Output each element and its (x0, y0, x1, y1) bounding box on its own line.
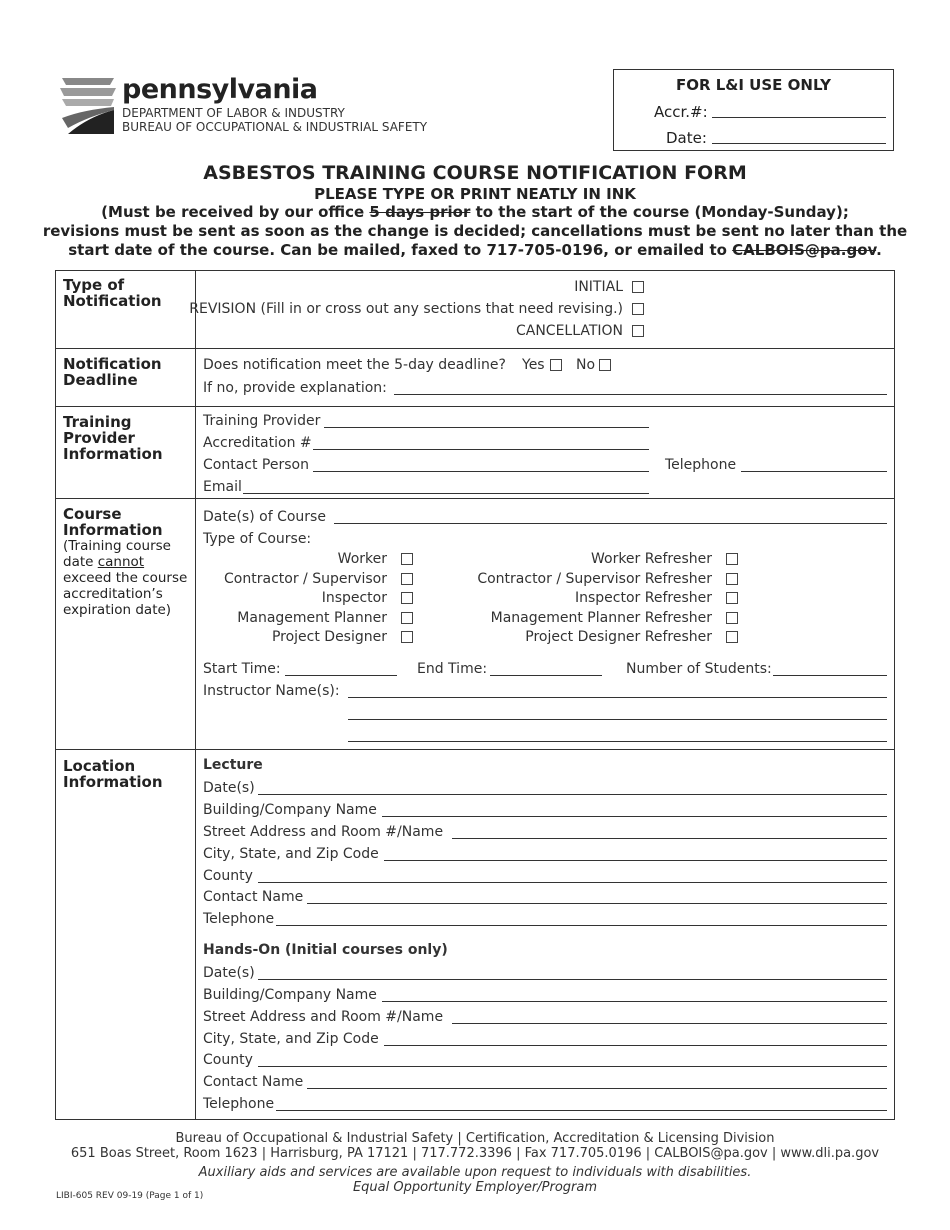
course-type-project-designer-refresher: Project Designer Refresher (525, 629, 712, 645)
hands-on-county-label: County (203, 1052, 253, 1068)
explanation-label: If no, provide explanation: (203, 380, 387, 396)
section-divider (55, 749, 895, 750)
keystone-logo-icon (58, 76, 118, 136)
lecture-city-label: City, State, and Zip Code (203, 846, 379, 862)
instructors-label: Instructor Name(s): (203, 683, 340, 699)
course-type-label: Type of Course: (203, 531, 312, 547)
students-label: Number of Students: (626, 661, 772, 677)
deadline-question: Does notification meet the 5-day deadline? (203, 357, 506, 373)
logo-wordmark: pennsylvania (122, 74, 318, 105)
yes-checkbox[interactable] (550, 359, 562, 371)
course-type-contractor-supervisor: Contractor / Supervisor (224, 571, 387, 587)
lecture-dates-field[interactable] (258, 794, 887, 795)
hands-on-county-field[interactable] (258, 1066, 887, 1067)
course-type-management-planner: Management Planner (237, 610, 387, 626)
lecture-telephone-label: Telephone (203, 911, 275, 927)
course-type-inspector: Inspector (321, 590, 387, 606)
start-time-label: Start Time: (203, 661, 281, 677)
email-label: Email (203, 479, 242, 495)
course-type-worker-refresher: Worker Refresher (590, 551, 712, 567)
email-field[interactable] (243, 493, 649, 494)
course-dates-field[interactable] (334, 523, 887, 524)
hands-on-telephone-label: Telephone (203, 1096, 275, 1112)
location-info-label: Location Information (63, 757, 163, 791)
hands-on-dates-field[interactable] (258, 979, 887, 980)
initial-checkbox[interactable] (632, 281, 644, 293)
footer-address: 651 Boas Street, Room 1623 | Harrisburg, PA 17121 | 717.772.3396 | Fax 717.705.0196 | CALBOIS@pa.gov | www.dli.pa.gov (70, 1146, 880, 1161)
course-type-project-designer: Project Designer (271, 629, 387, 645)
lecture-county-label: County (203, 868, 253, 884)
students-field[interactable] (773, 675, 887, 676)
cancellation-label: CANCELLATION (515, 323, 623, 339)
hands-on-contact-label: Contact Name (203, 1074, 304, 1090)
notification-deadline-label: Notification Deadline (63, 355, 162, 389)
worker-refresher-checkbox[interactable] (726, 553, 738, 565)
column-divider (195, 270, 196, 1120)
training-provider-label: Training Provider (203, 413, 321, 429)
provider-info-label: Training Provider Information (63, 413, 163, 463)
section-divider (55, 406, 895, 407)
form-box (55, 270, 895, 1120)
inspector-refresher-checkbox[interactable] (726, 592, 738, 604)
hands-on-contact-field[interactable] (307, 1088, 887, 1089)
revision-checkbox[interactable] (632, 303, 644, 315)
end-time-field[interactable] (490, 675, 602, 676)
course-info-label: Course Information (63, 505, 163, 539)
lecture-building-label: Building/Company Name (203, 802, 377, 818)
accreditation-field[interactable] (313, 449, 649, 450)
project-designer-checkbox[interactable] (401, 631, 413, 643)
hands-on-telephone-field[interactable] (276, 1110, 887, 1111)
lecture-county-field[interactable] (258, 882, 887, 883)
instructor-field[interactable] (348, 741, 887, 742)
section-divider (55, 348, 895, 349)
accr-label: Accr.#: (654, 103, 708, 121)
initial-label: INITIAL (574, 279, 623, 295)
cancellation-checkbox[interactable] (632, 325, 644, 337)
lecture-street-label: Street Address and Room #/Name (203, 824, 444, 840)
no-checkbox[interactable] (599, 359, 611, 371)
lecture-contact-label: Contact Name (203, 889, 304, 905)
hands-on-heading: Hands-On (Initial courses only) (203, 942, 448, 958)
footer-accessibility: Auxiliary aids and services are available upon request to individuals with disabilities. (198, 1165, 752, 1180)
course-type-management-planner-refresher: Management Planner Refresher (490, 610, 712, 626)
instructor-field[interactable] (348, 697, 887, 698)
section-divider (55, 498, 895, 499)
office-use-box (613, 69, 894, 151)
worker-checkbox[interactable] (401, 553, 413, 565)
lecture-city-field[interactable] (384, 860, 887, 861)
management-planner-refresher-checkbox[interactable] (726, 612, 738, 624)
office-date-label: Date: (666, 129, 707, 147)
form-subtitle: PLEASE TYPE OR PRINT NEATLY IN INK (314, 185, 636, 203)
lecture-street-field[interactable] (452, 838, 887, 839)
revision-label: REVISION (Fill in or cross out any sections that need revising.) (189, 301, 623, 317)
yes-label: Yes (522, 357, 545, 373)
course-type-inspector-refresher: Inspector Refresher (575, 590, 712, 606)
contractor-supervisor-refresher-checkbox[interactable] (726, 573, 738, 585)
course-type-worker: Worker (337, 551, 387, 567)
project-designer-refresher-checkbox[interactable] (726, 631, 738, 643)
hands-on-city-field[interactable] (384, 1045, 887, 1046)
footer-division: Bureau of Occupational & Industrial Safety | Certification, Accreditation & Licensing Division (175, 1131, 775, 1146)
lecture-heading: Lecture (203, 757, 263, 773)
pa-logo (58, 76, 438, 138)
form-title: ASBESTOS TRAINING COURSE NOTIFICATION FORM (203, 162, 747, 184)
course-info-note: (Training course date cannot exceed the course accreditation’s expiration date) (63, 538, 188, 618)
form-number: LIBI-605 REV 09-19 (Page 1 of 1) (56, 1191, 204, 1201)
lecture-dates-label: Date(s) (203, 780, 255, 796)
logo-department: DEPARTMENT OF LABOR & INDUSTRY BUREAU OF OCCUPATIONAL & INDUSTRIAL SAFETY (122, 106, 428, 134)
end-time-label: End Time: (417, 661, 488, 677)
lecture-telephone-field[interactable] (276, 925, 887, 926)
footer-eeo: Equal Opportunity Employer/Program (352, 1180, 598, 1195)
hands-on-city-label: City, State, and Zip Code (203, 1031, 379, 1047)
provider-telephone-label: Telephone (665, 457, 737, 473)
type-of-notification-label: Type of Notification (63, 276, 162, 310)
hands-on-dates-label: Date(s) (203, 965, 255, 981)
explanation-field[interactable] (394, 394, 887, 395)
lecture-contact-field[interactable] (307, 903, 887, 904)
start-time-field[interactable] (285, 675, 397, 676)
hands-on-street-label: Street Address and Room #/Name (203, 1009, 444, 1025)
form-instructions: (Must be received by our office 5 days prior to the start of the course (Monday-Sunday); revisions must be sent as soon as the change is decided; cancellations must be sent no later than the start date of the course. Can be mailed, faxed to 717-705-0196, or emailed to CALBOIS@pa.gov. (42, 203, 908, 259)
instructor-field[interactable] (348, 719, 887, 720)
training-provider-field[interactable] (324, 427, 649, 428)
course-type-contractor-supervisor-refresher: Contractor / Supervisor Refresher (477, 571, 712, 587)
lecture-building-field[interactable] (382, 816, 887, 817)
course-dates-label: Date(s) of Course (203, 509, 326, 525)
office-use-title: FOR L&I USE ONLY (675, 76, 832, 94)
hands-on-building-field[interactable] (382, 1001, 887, 1002)
contractor-supervisor-checkbox[interactable] (401, 573, 413, 585)
hands-on-street-field[interactable] (452, 1023, 887, 1024)
management-planner-checkbox[interactable] (401, 612, 413, 624)
contact-person-field[interactable] (313, 471, 649, 472)
inspector-checkbox[interactable] (401, 592, 413, 604)
accreditation-label: Accreditation # (203, 435, 312, 451)
contact-person-label: Contact Person (203, 457, 309, 473)
no-label: No (576, 357, 596, 373)
accr-field[interactable] (712, 117, 886, 118)
hands-on-building-label: Building/Company Name (203, 987, 377, 1003)
office-date-field[interactable] (712, 143, 886, 144)
provider-telephone-field[interactable] (741, 471, 887, 472)
